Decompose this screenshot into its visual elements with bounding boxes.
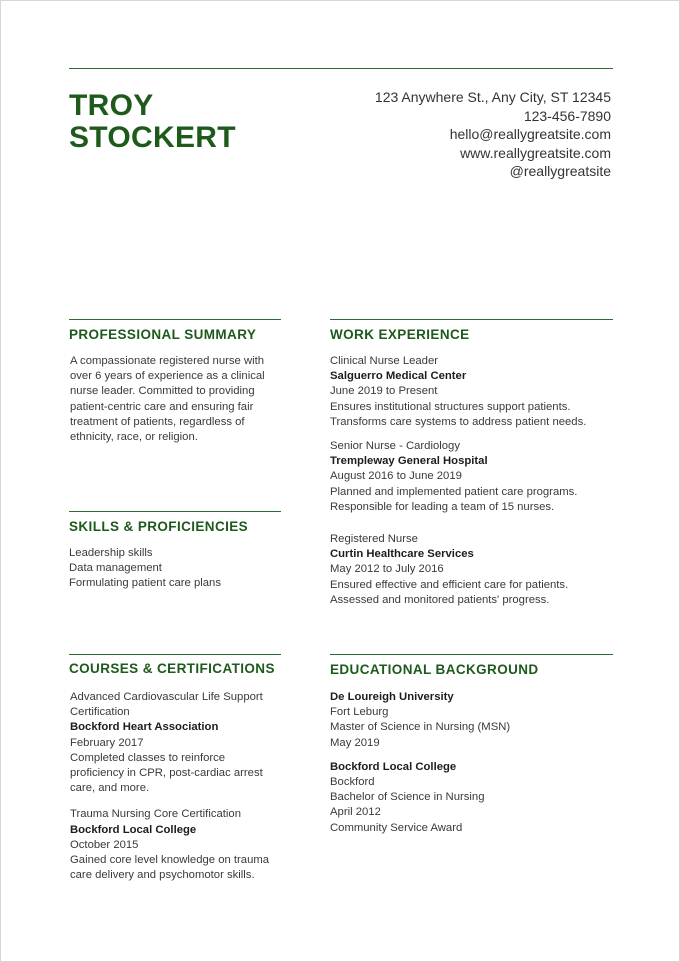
education-title: EDUCATIONAL BACKGROUND bbox=[330, 662, 539, 677]
job-dates: June 2019 to Present bbox=[330, 385, 438, 398]
course-date: February 2017 bbox=[70, 736, 144, 749]
degree-date: April 2012 bbox=[330, 806, 381, 819]
summary-line: ethnicity, race, or religion. bbox=[70, 431, 198, 444]
job-duty: Transforms care systems to address patient needs. bbox=[330, 415, 587, 428]
course-desc: Completed classes to reinforce bbox=[70, 751, 226, 764]
course-desc: proficiency in CPR, post-cardiac arrest bbox=[70, 767, 263, 780]
job-role: Registered Nurse bbox=[330, 533, 418, 546]
skills-list bbox=[69, 546, 221, 592]
contact-handle: @reallygreatsite bbox=[509, 163, 611, 180]
work-list bbox=[330, 354, 586, 608]
job-employer: Salguerro Medical Center bbox=[330, 370, 467, 383]
course-desc: care, and more. bbox=[70, 782, 150, 795]
courses-title: COURSES & CERTIFICATIONS bbox=[69, 661, 275, 676]
school-location: Fort Leburg bbox=[330, 706, 389, 719]
course-desc: Gained core level knowledge on trauma bbox=[70, 854, 270, 867]
top-divider bbox=[69, 68, 613, 69]
courses-divider bbox=[69, 654, 281, 655]
school-name: De Loureigh University bbox=[330, 691, 454, 703]
degree-date: May 2019 bbox=[330, 736, 380, 749]
courses-list bbox=[70, 690, 269, 883]
course-org: Bockford Heart Association bbox=[70, 721, 219, 734]
skill-item: Leadership skills bbox=[69, 547, 153, 559]
job-role: Clinical Nurse Leader bbox=[330, 355, 438, 367]
job-dates: May 2012 to July 2016 bbox=[330, 563, 444, 576]
job-duty: Responsible for leading a team of 15 nurses. bbox=[330, 500, 555, 513]
course-name: Advanced Cardiovascular Life Support bbox=[70, 691, 263, 703]
degree: Master of Science in Nursing (MSN) bbox=[330, 721, 511, 734]
job-duty: Assessed and monitored patients' progress. bbox=[330, 593, 550, 606]
contact-email[interactable]: hello@reallygreatsite.com bbox=[449, 126, 611, 143]
job-dates: August 2016 to June 2019 bbox=[330, 470, 462, 483]
course-date: October 2015 bbox=[70, 838, 139, 851]
summary-line: nurse leader. Committed to providing bbox=[70, 385, 255, 398]
work-divider bbox=[330, 319, 613, 320]
skills-divider bbox=[69, 511, 281, 512]
summary-line: patient-centric care and ensuring fair bbox=[70, 400, 254, 413]
contact-info bbox=[375, 88, 611, 181]
school-name: Bockford Local College bbox=[330, 760, 457, 773]
course-name: Trauma Nursing Core Certification bbox=[70, 808, 241, 821]
job-duty: Ensures institutional structures support patients. bbox=[330, 400, 571, 413]
contact-website[interactable]: www.reallygreatsite.com bbox=[460, 144, 611, 161]
degree: Bachelor of Science in Nursing bbox=[330, 791, 485, 804]
course-org: Bockford Local College bbox=[70, 823, 197, 836]
education-list bbox=[330, 690, 510, 836]
skills-title: SKILLS & PROFICIENCIES bbox=[69, 519, 249, 534]
summary-text bbox=[70, 354, 265, 445]
work-title: WORK EXPERIENCE bbox=[330, 327, 470, 342]
skill-item: Formulating patient care plans bbox=[69, 577, 221, 590]
education-divider bbox=[330, 654, 613, 655]
summary-title: PROFESSIONAL SUMMARY bbox=[69, 327, 257, 342]
job-role: Senior Nurse - Cardiology bbox=[330, 440, 460, 453]
summary-line: over 6 years of experience as a clinical bbox=[70, 370, 265, 383]
contact-address: 123 Anywhere St., Any City, ST 12345 bbox=[374, 89, 611, 105]
name-last: STOCKERT bbox=[69, 121, 236, 154]
skill-item: Data management bbox=[69, 562, 162, 575]
job-employer: Curtin Healthcare Services bbox=[330, 548, 474, 561]
award: Community Service Award bbox=[330, 821, 463, 834]
job-employer: Trempleway General Hospital bbox=[330, 455, 488, 468]
summary-line: A compassionate registered nurse with bbox=[70, 355, 265, 367]
course-name: Certification bbox=[70, 706, 130, 719]
candidate-name bbox=[69, 90, 236, 154]
school-location: Bockford bbox=[330, 776, 375, 789]
summary-divider bbox=[69, 319, 281, 320]
course-desc: care delivery and psychomotor skills. bbox=[70, 869, 255, 882]
contact-phone: 123-456-7890 bbox=[523, 107, 611, 124]
job-duty: Planned and implemented patient care programs. bbox=[330, 485, 578, 498]
job-duty: Ensured effective and efficient care for patients. bbox=[330, 578, 569, 591]
name-first: TROY bbox=[69, 89, 154, 122]
summary-line: treatment of patients, regardless of bbox=[70, 415, 245, 428]
